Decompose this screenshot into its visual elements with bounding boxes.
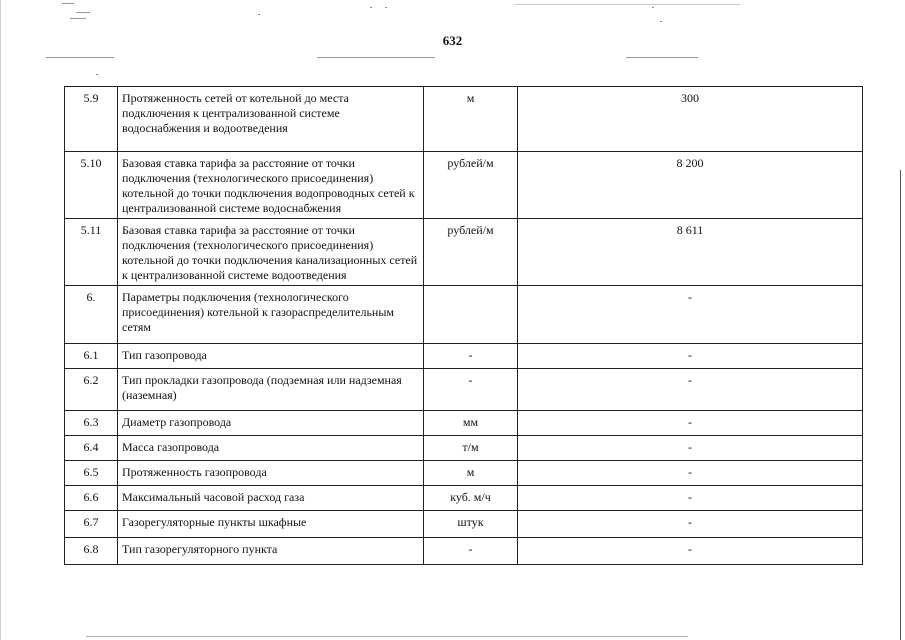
row-unit: т/м (424, 436, 518, 461)
row-number: 5.10 (65, 152, 118, 219)
scan-artifact (46, 57, 114, 58)
row-value: - (518, 486, 863, 511)
row-unit: мм (424, 411, 518, 436)
row-value: - (518, 538, 863, 565)
row-unit: куб. м/ч (424, 486, 518, 511)
table-row (65, 436, 863, 461)
scan-artifact (652, 7, 654, 8)
row-unit: м (424, 87, 518, 152)
row-number: 5.11 (65, 219, 118, 286)
row-parameter-name: Масса газопровода (118, 436, 424, 461)
row-value: - (518, 344, 863, 369)
scan-artifact (370, 7, 372, 8)
table-row (65, 411, 863, 436)
scan-edge (0, 0, 1, 640)
row-unit: м (424, 461, 518, 486)
row-value: 8 200 (518, 152, 863, 219)
row-number: 6. (65, 286, 118, 344)
row-number: 5.9 (65, 87, 118, 152)
row-unit: штук (424, 511, 518, 538)
table-row (65, 461, 863, 486)
scan-artifact (70, 18, 86, 19)
scan-artifact (86, 636, 688, 637)
row-parameter-name: Тип газорегуляторного пункта (118, 538, 424, 565)
scan-artifact (660, 21, 662, 22)
row-number: 6.7 (65, 511, 118, 538)
table-row (65, 538, 863, 565)
row-parameter-name: Газорегуляторные пункты шкафные (118, 511, 424, 538)
row-parameter-name: Тип прокладки газопровода (подземная или надземная (наземная) (118, 369, 424, 411)
row-unit: рублей/м (424, 219, 518, 286)
row-value: - (518, 436, 863, 461)
table-row (65, 486, 863, 511)
row-unit: - (424, 344, 518, 369)
scan-artifact (626, 57, 698, 58)
row-value: - (518, 286, 863, 344)
row-number: 6.2 (65, 369, 118, 411)
row-parameter-name: Диаметр газопровода (118, 411, 424, 436)
scan-artifact (385, 7, 387, 8)
row-parameter-name: Протяженность сетей от котельной до места подключения к централизованной системе водоснабжения и водоотведения (118, 87, 424, 152)
scan-artifact (76, 12, 90, 13)
scan-artifact (317, 57, 435, 58)
table-row (65, 286, 863, 344)
table-row (65, 369, 863, 411)
row-number: 6.8 (65, 538, 118, 565)
row-value: - (518, 411, 863, 436)
row-parameter-name: Тип газопровода (118, 344, 424, 369)
table-row (65, 219, 863, 286)
row-value: - (518, 369, 863, 411)
row-unit (424, 286, 518, 344)
scan-edge (900, 170, 901, 640)
row-parameter-name: Максимальный часовой расход газа (118, 486, 424, 511)
row-parameter-name: Базовая ставка тарифа за расстояние от точки подключения (технологического присоединения) котельной до точки подключения канализационных сетей к централизованной системе водоотведения (118, 219, 424, 286)
row-value: - (518, 461, 863, 486)
row-number: 6.6 (65, 486, 118, 511)
row-number: 6.1 (65, 344, 118, 369)
table-row (65, 511, 863, 538)
page-number: 632 (442, 33, 463, 48)
row-parameter-name: Параметры подключения (технологического присоединения) котельной к газораспределительным сетям (118, 286, 424, 344)
table-row (65, 87, 863, 152)
row-parameter-name: Протяженность газопровода (118, 461, 424, 486)
table-row (65, 344, 863, 369)
row-number: 6.5 (65, 461, 118, 486)
table-row (65, 152, 863, 219)
scan-artifact (96, 74, 98, 75)
scan-artifact (258, 14, 260, 15)
row-unit: - (424, 538, 518, 565)
row-number: 6.3 (65, 411, 118, 436)
row-value: 8 611 (518, 219, 863, 286)
row-value: - (518, 511, 863, 538)
row-unit: рублей/м (424, 152, 518, 219)
row-unit: - (424, 369, 518, 411)
scan-artifact (62, 3, 74, 4)
scan-artifact (514, 4, 740, 5)
row-parameter-name: Базовая ставка тарифа за расстояние от точки подключения (технологического присоединения) котельной до точки подключения водопроводных сетей к централизованной системе водоснабжения (118, 152, 424, 219)
row-value: 300 (518, 87, 863, 152)
parameters-table (64, 86, 863, 565)
row-number: 6.4 (65, 436, 118, 461)
